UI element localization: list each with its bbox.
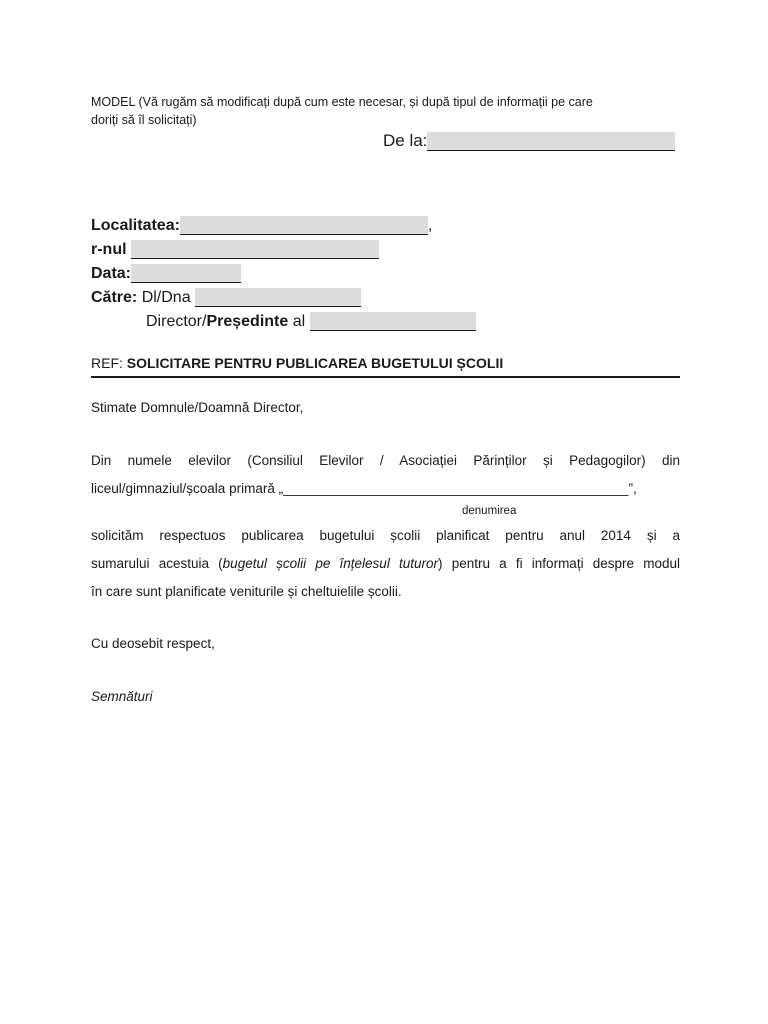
body-line-4-start: sumarului acestuia ( bbox=[91, 556, 223, 571]
director-bold: Președinte bbox=[206, 313, 289, 330]
body-line-4-italic: bugetul școlii pe înțelesul tuturor bbox=[222, 556, 439, 571]
body-line-4 bbox=[91, 556, 680, 571]
ref-label: REF: bbox=[91, 355, 123, 371]
locality-suffix: , bbox=[427, 217, 433, 234]
model-note bbox=[91, 93, 593, 129]
school-name-caption: denumirea bbox=[462, 505, 517, 517]
divider-line bbox=[91, 376, 680, 378]
body-line-1: Din numele elevilor (Consiliul Elevilor / Asociației Părinților și Pedagogilor) din bbox=[91, 453, 680, 468]
director-prefix: Director/ bbox=[146, 313, 207, 330]
locality-label: Localitatea: bbox=[91, 217, 180, 234]
recipient-row bbox=[91, 288, 361, 307]
ref-title: SOLICITARE PENTRU PUBLICAREA BUGETULUI ȘCOLII bbox=[126, 355, 504, 371]
body-line-4-end: ) pentru a fi informați despre modul bbox=[438, 556, 680, 571]
recipient-title: Dl/Dna bbox=[141, 289, 191, 306]
director-row bbox=[146, 312, 476, 331]
closing: Cu deosebit respect, bbox=[91, 636, 215, 651]
institution-field[interactable] bbox=[310, 312, 476, 331]
greeting: Stimate Domnule/Doamnă Director, bbox=[91, 400, 304, 415]
date-field[interactable] bbox=[131, 264, 241, 283]
locality-row bbox=[91, 216, 432, 235]
date-label: Data: bbox=[91, 265, 132, 282]
ref-line bbox=[91, 355, 503, 371]
from-row bbox=[383, 131, 675, 151]
recipient-label: Către: bbox=[91, 289, 138, 306]
district-label: r-nul bbox=[91, 241, 127, 258]
body-line-5: în care sunt planificate veniturile și cheltuielile școlii. bbox=[91, 584, 402, 599]
date-row bbox=[91, 264, 241, 283]
from-label: De la: bbox=[383, 131, 428, 150]
director-suffix: al bbox=[292, 313, 306, 330]
model-note-line-1: MODEL (Vă rugăm să modificați după cum este necesar, și după tipul de informații pe care bbox=[91, 95, 593, 109]
recipient-field[interactable] bbox=[195, 288, 361, 307]
district-row bbox=[91, 240, 379, 259]
district-field[interactable] bbox=[131, 240, 379, 259]
body-line-3: solicităm respectuos publicarea bugetului școlii planificat pentru anul 2014 și a bbox=[91, 528, 680, 543]
body-line-2: liceul/gimnaziul/școala primară „______________________________________________”, bbox=[91, 481, 637, 496]
model-note-line-2: doriți să îl solicitați) bbox=[91, 113, 197, 127]
from-field[interactable] bbox=[427, 132, 675, 151]
locality-field[interactable] bbox=[180, 216, 428, 235]
signature-label: Semnături bbox=[91, 689, 153, 704]
